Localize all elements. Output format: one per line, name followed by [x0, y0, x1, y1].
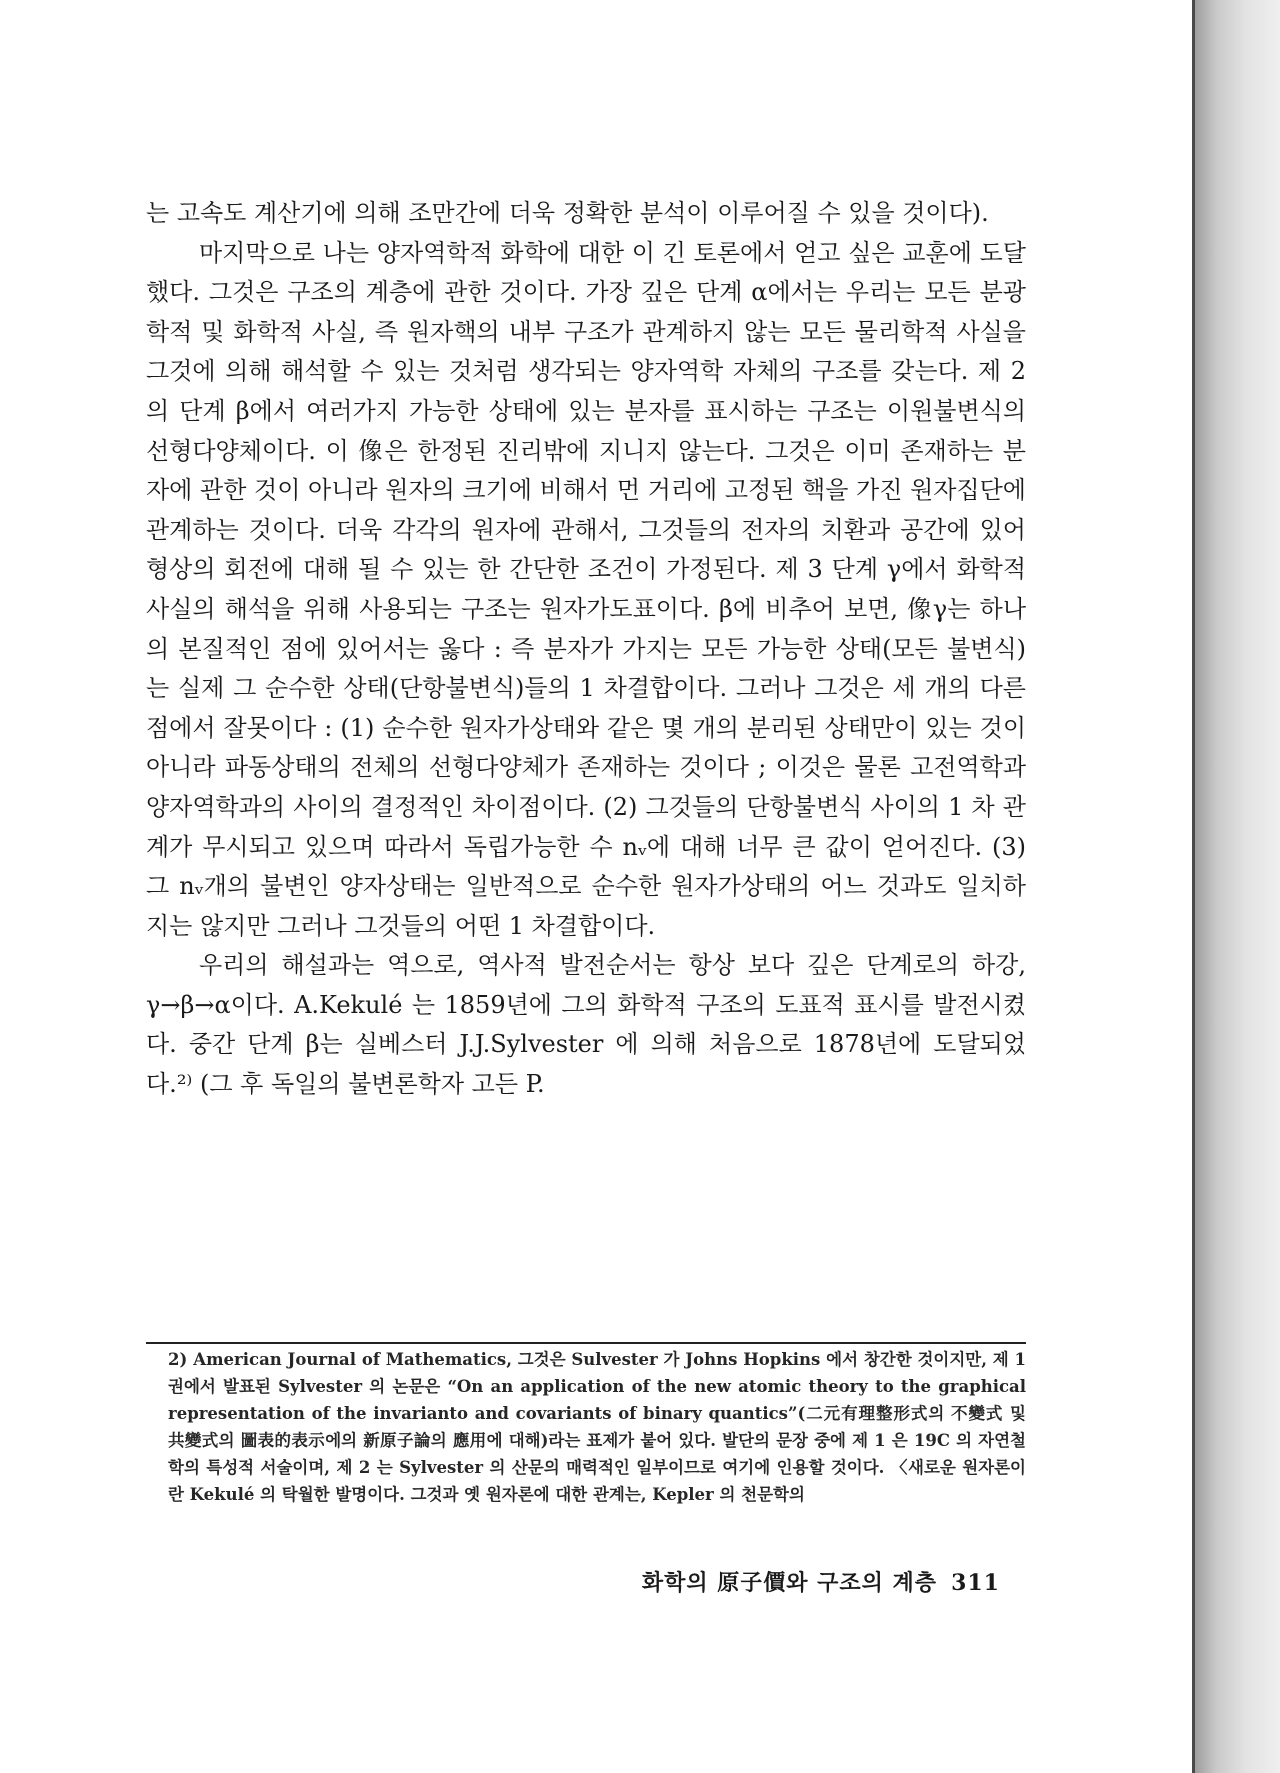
page-shadow	[1195, 0, 1280, 1773]
paragraph-historical-order: 우리의 해설과는 역으로, 역사적 발전순서는 항상 보다 깊은 단계로의 하강, γ→β→α이다. A.Kekulé 는 1859년에 그의 화학적 구조의 도표적 표시를 발전시켰다. 중간 단계 β는 실베스터 J.J.Sylvester 에 의해 처음으로 1878년에 도달되었다.²⁾ (그 후 독일의 불변론학자 고든 P.	[146, 951, 1026, 1099]
footnote-mark: 2)	[168, 1350, 188, 1369]
footnote-divider	[146, 1342, 1026, 1344]
page-number: 311	[951, 1570, 1000, 1596]
running-footer	[600, 1566, 1000, 1597]
paragraph-structure-hierarchy: 마지막으로 나는 양자역학적 화학에 대한 이 긴 토론에서 얻고 싶은 교훈에 도달했다. 그것은 구조의 계층에 관한 것이다. 가장 깊은 단계 α에서는 우리는 모든 분광학적 및 화학적 사실, 즉 원자핵의 내부 구조가 관계하지 않는 모든 물리학적 사실을 그것에 의해 해석할 수 있는 것처럼 생각되는 양자역학 자체의 구조를 갖는다. 제 2 의 단계 β에서 여러가지 가능한 상태에 있는 분자를 표시하는 구조는 이원불변식의 선형다양체이다. 이 像은 한정된 진리밖에 지니지 않는다. 그것은 이미 존재하는 분자에 관한 것이 아니라 원자의 크기에 비해서 먼 거리에 고정된 핵을 가진 원자집단에 관계하는 것이다. 더욱 각각의 원자에 관해서, 그것들의 전자의 치환과 공간에 있어 형상의 회전에 대해 될 수 있는 한 간단한 조건이 가정된다. 제 3 단계 γ에서 화학적 사실의 해석을 위해 사용되는 구조는 원자가도표이다. β에 비추어 보면, 像γ는 하나의 본질적인 점에 있어서는 옳다 : 즉 분자가 가지는 모든 가능한 상태(모든 불변식)는 실제 그 순수한 상태(단항불변식)들의 1 차결합이다. 그러나 그것은 세 개의 다른 점에서 잘못이다 : (1) 순수한 원자가상태와 같은 몇 개의 분리된 상태만이 있는 것이 아니라 파동상태의 전체의 선형다양체가 존재하는 것이다 ; 이것은 물론 고전역학과 양자역학과의 사이의 결정적인 차이점이다. (2) 그것들의 단항불변식 사이의 1 차 관계가 무시되고 있으며 따라서 독립가능한 수 nᵥ에 대해 너무 큰 값이 얻어진다. (3) 그 nᵥ개의 불변인 양자상태는 일반적으로 순수한 원자가상태의 어느 것과도 일치하지는 않지만 그러나 그것들의 어떤 1 차결합이다.	[146, 238, 1026, 940]
main-text	[146, 194, 1026, 1105]
paragraph-continuation: 는 고속도 계산기에 의해 조만간에 더욱 정확한 분석이 이루어질 수 있을 것이다).	[146, 199, 989, 227]
running-footer-title: 화학의 原子價와 구조의 계층	[641, 1570, 938, 1596]
footnote	[168, 1346, 1026, 1508]
footnote-text: American Journal of Mathematics, 그것은 Sulvester 가 Johns Hopkins 에서 창간한 것이지만, 제 1 권에서 발표된 Sylvester 의 논문은 “On an application of the new atomic theory to the graphical representation of the invarianto and covariants of binary quantics”(二元有理整形式의 不變式 및 共變式의 圖表的表示에의 新原子論의 應用에 대해)라는 표제가 붙어 있다. 발단의 문장 중에 제 1 은 19C 의 자연철학의 특성적 서술이며, 제 2 는 Sylvester 의 산문의 매력적인 일부이므로 여기에 인용할 것이다. 〈새로운 원자론이란 Kekulé 의 탁월한 발명이다. 그것과 옛 원자론에 대한 관계는, Kepler 의 천문학의	[168, 1350, 1026, 1504]
